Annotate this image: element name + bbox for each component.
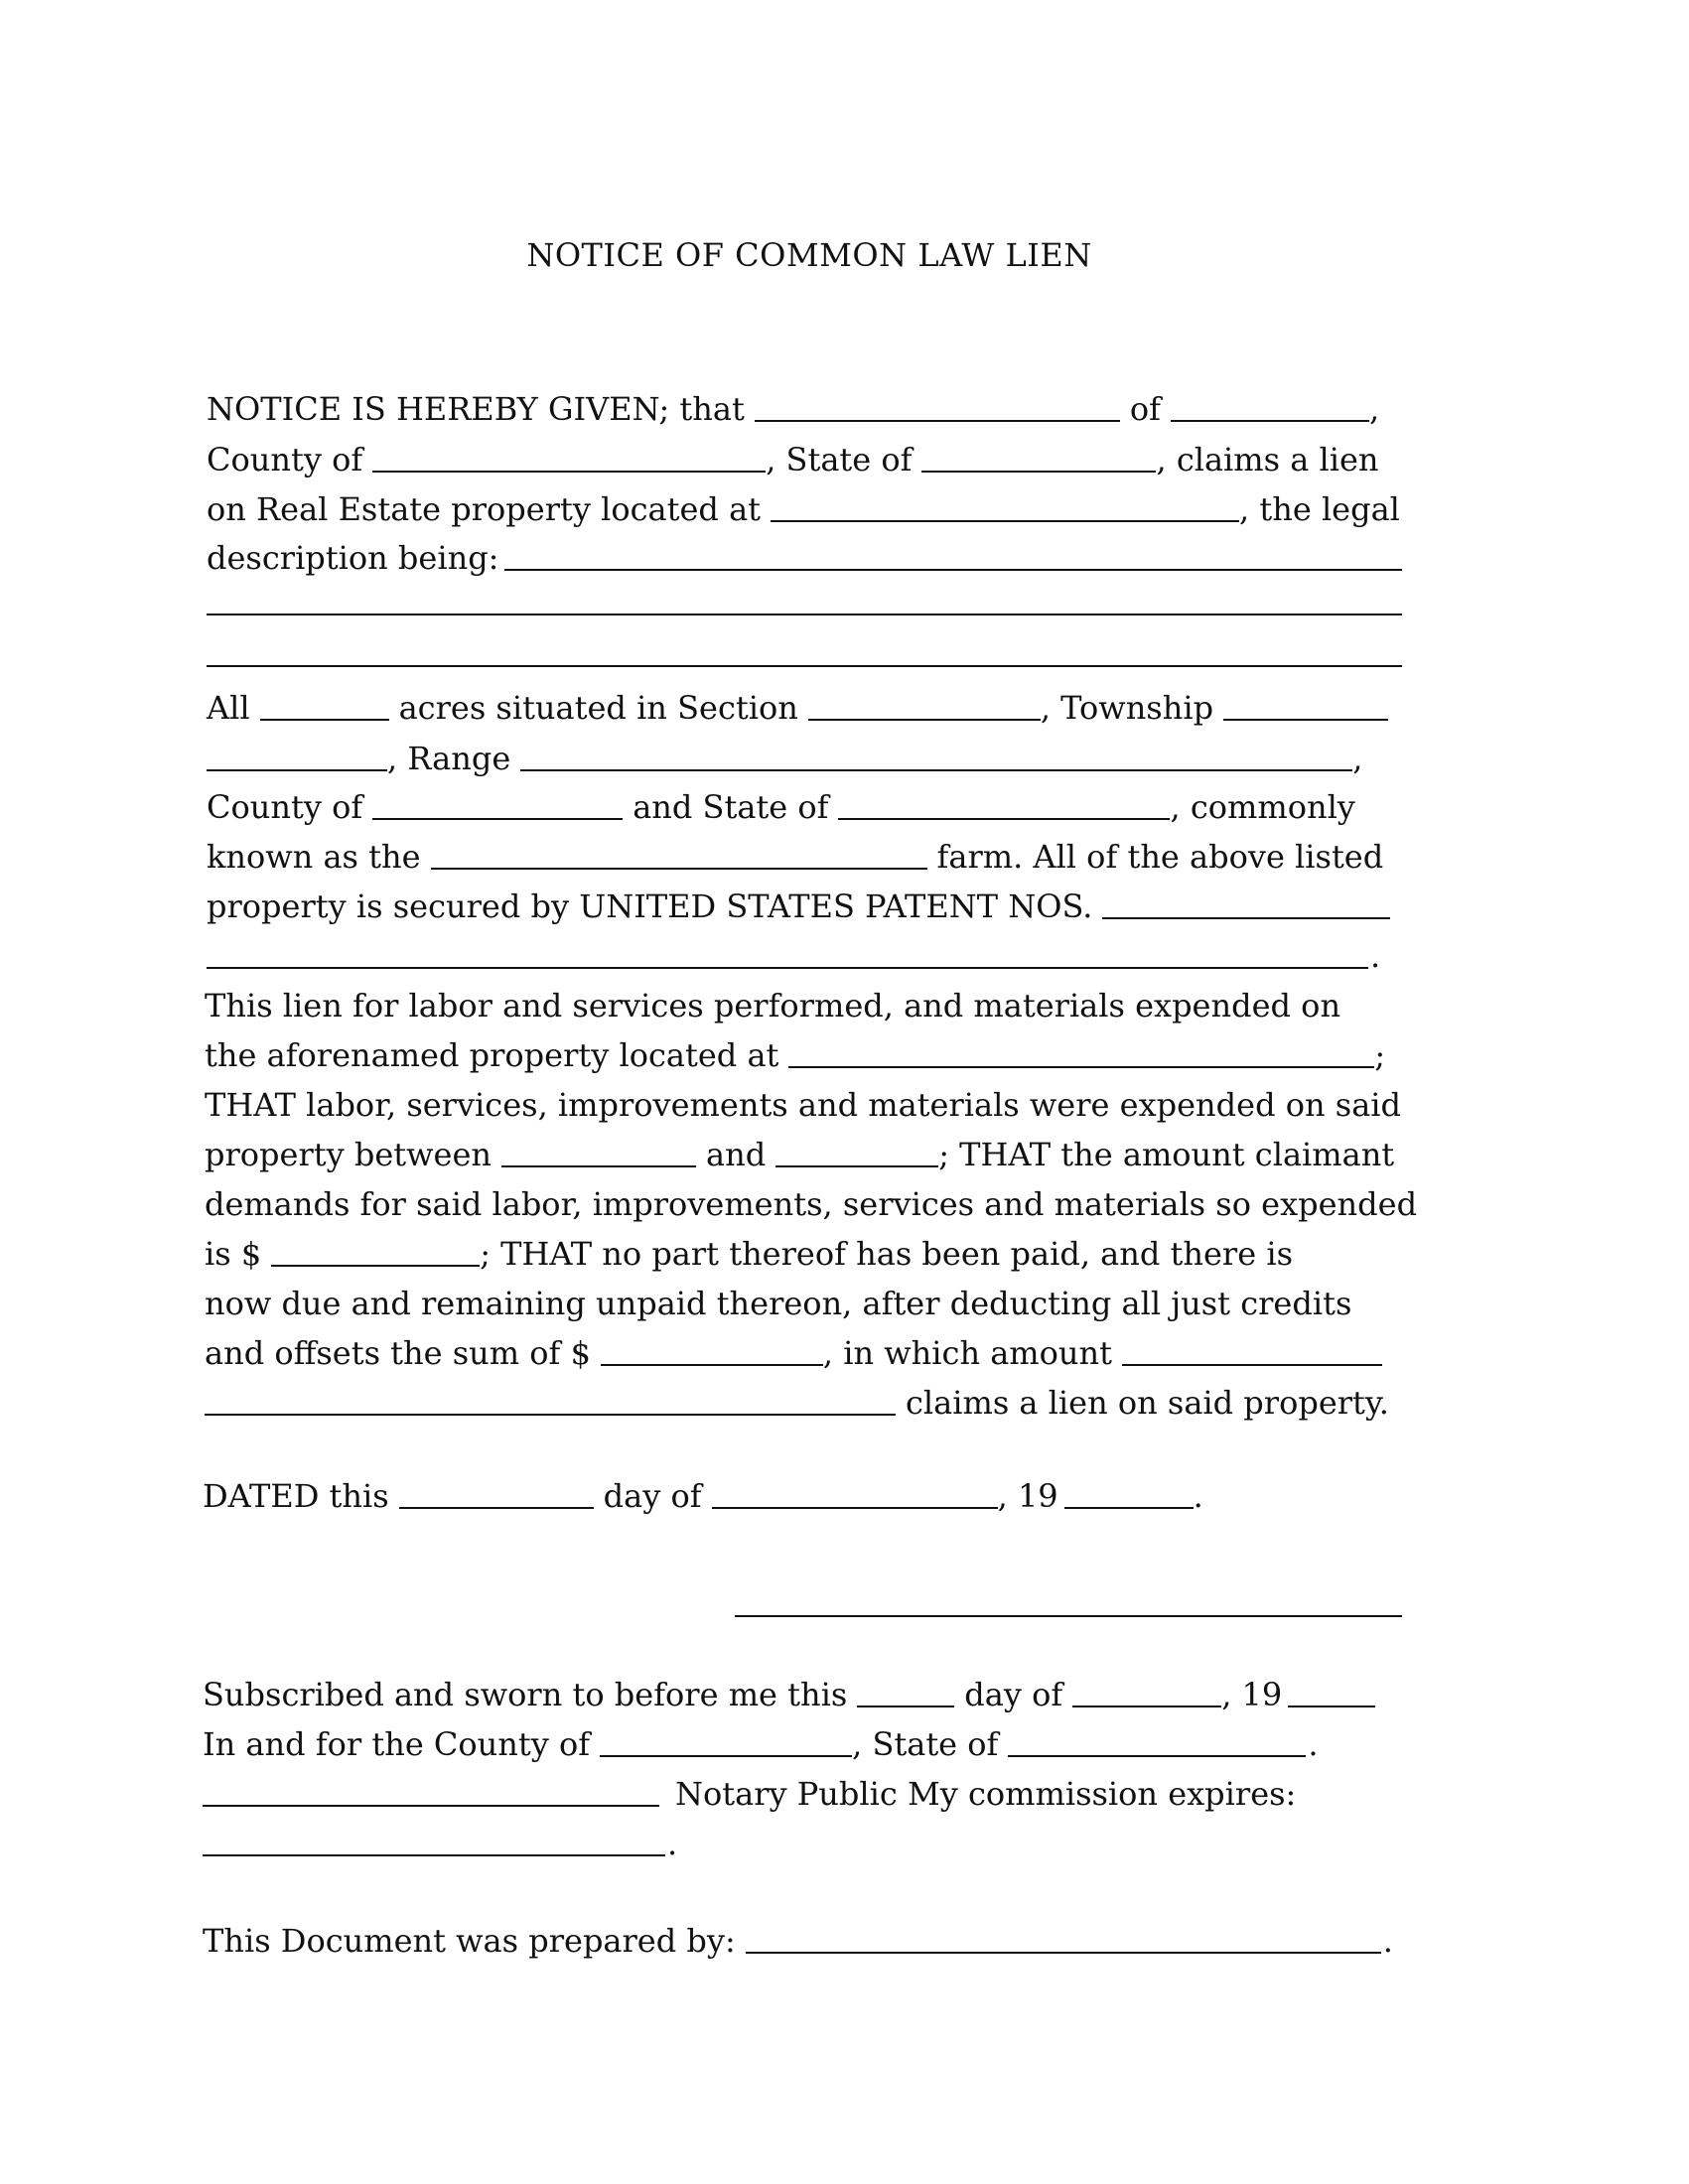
p1-l2-text-b: , State of bbox=[766, 441, 913, 478]
p1-l4-text-a: description being: bbox=[207, 539, 499, 577]
prepared-text-b: . bbox=[1382, 1922, 1393, 1960]
claimant-state-blank[interactable] bbox=[921, 470, 1156, 473]
p1-l2-text-c: , claims a lien bbox=[1156, 441, 1379, 478]
p3-l6-text-b: ; THAT no part thereof has been paid, and there is bbox=[480, 1235, 1293, 1273]
township-blank-continued[interactable] bbox=[207, 768, 387, 771]
p1-l1-text-a: NOTICE IS HEREBY GIVEN; that bbox=[207, 390, 745, 428]
notary-public-blank[interactable] bbox=[203, 1804, 659, 1807]
p2-l2-text-b: , bbox=[1352, 740, 1363, 777]
notary-l1-text-c: , 19 bbox=[1221, 1676, 1283, 1713]
p2-l4-text-b: farm. All of the above listed bbox=[936, 838, 1384, 876]
p3-line-9 bbox=[205, 1376, 1416, 1426]
p3-l4-text-c: ; THAT the amount claimant bbox=[938, 1136, 1395, 1173]
sworn-month-blank[interactable] bbox=[1072, 1705, 1221, 1707]
notary-l1-text-b: day of bbox=[964, 1676, 1063, 1713]
p3-l4-text-b: and bbox=[706, 1136, 767, 1173]
section-blank[interactable] bbox=[808, 718, 1041, 721]
sworn-year-blank[interactable] bbox=[1288, 1705, 1375, 1707]
p3-l3-text: THAT labor, services, improvements and materials were expended on said bbox=[205, 1086, 1401, 1124]
dated-text-a: DATED this bbox=[203, 1477, 389, 1515]
p2-l3-text-a: County of bbox=[207, 788, 363, 826]
p3-l4-text-a: property between bbox=[205, 1136, 493, 1173]
p2-line-1 bbox=[207, 681, 1408, 731]
dated-text-c: , 19 bbox=[997, 1477, 1058, 1515]
dated-month-blank[interactable] bbox=[712, 1506, 998, 1509]
p2-line-2 bbox=[207, 732, 1408, 781]
p1-l1-text-b: of bbox=[1129, 390, 1161, 428]
p1-line-4 bbox=[207, 531, 1408, 581]
legal-description-blank-2[interactable] bbox=[207, 614, 1402, 615]
p3-l9-text-a: claims a lien on said property. bbox=[906, 1384, 1389, 1422]
p2-l1-text-a: All bbox=[207, 689, 250, 727]
legal-description-blank-3[interactable] bbox=[207, 665, 1402, 667]
unpaid-sum-blank[interactable] bbox=[601, 1363, 823, 1366]
notary-line-2 bbox=[203, 1717, 1414, 1767]
p3-l2-text-a: the aforenamed property located at bbox=[205, 1036, 779, 1074]
farm-name-blank[interactable] bbox=[431, 867, 927, 870]
township-blank[interactable] bbox=[1223, 718, 1388, 721]
range-blank[interactable] bbox=[520, 768, 1352, 771]
notary-l3-text-a: Notary Public My commission expires: bbox=[675, 1775, 1297, 1813]
dated-text-d: . bbox=[1193, 1477, 1203, 1515]
acres-blank[interactable] bbox=[260, 718, 389, 721]
p1-line-1 bbox=[207, 382, 1398, 432]
p3-line-3 bbox=[205, 1078, 1416, 1128]
claimant-name-blank[interactable] bbox=[755, 419, 1120, 422]
claimant-city-blank[interactable] bbox=[1171, 419, 1369, 422]
p3-line-7 bbox=[205, 1277, 1416, 1326]
sworn-day-blank[interactable] bbox=[857, 1705, 954, 1707]
p3-line-6 bbox=[205, 1227, 1416, 1277]
notary-line-1 bbox=[203, 1668, 1414, 1717]
p2-line-6 bbox=[207, 929, 1408, 979]
notary-l2-text-b: , State of bbox=[852, 1725, 999, 1763]
notary-l4-text-a: . bbox=[667, 1825, 678, 1862]
notary-county-blank[interactable] bbox=[600, 1754, 852, 1757]
end-date-blank[interactable] bbox=[775, 1164, 938, 1167]
notary-state-blank[interactable] bbox=[1008, 1754, 1306, 1757]
p2-l5-text-a: property is secured by UNITED STATES PATENT NOS. bbox=[207, 887, 1093, 925]
patent-numbers-blank-2[interactable] bbox=[207, 966, 1368, 969]
p3-l5-text: demands for said labor, improvements, services and materials so expended bbox=[205, 1185, 1418, 1223]
p3-line-5 bbox=[205, 1177, 1426, 1227]
prepared-text-a: This Document was prepared by: bbox=[203, 1922, 736, 1960]
dated-year-blank[interactable] bbox=[1064, 1506, 1194, 1509]
signature-line[interactable] bbox=[735, 1615, 1402, 1617]
notary-l2-text-a: In and for the County of bbox=[203, 1725, 591, 1763]
notary-line-3 bbox=[203, 1767, 1414, 1817]
start-date-blank[interactable] bbox=[501, 1164, 696, 1167]
property-state-blank[interactable] bbox=[838, 817, 1170, 820]
property-county-blank[interactable] bbox=[372, 817, 623, 820]
p3-l7-text: now due and remaining unpaid thereon, after deducting all just credits bbox=[205, 1285, 1352, 1322]
p3-line-8 bbox=[205, 1326, 1416, 1376]
claimant-county-blank[interactable] bbox=[372, 470, 766, 473]
p3-l6-text-a: is $ bbox=[205, 1235, 262, 1273]
lien-claimant-blank-1[interactable] bbox=[1122, 1363, 1382, 1366]
p2-l3-text-b: and State of bbox=[633, 788, 829, 826]
p3-line-4 bbox=[205, 1128, 1416, 1177]
p1-l3-text-a: on Real Estate property located at bbox=[207, 490, 762, 528]
p1-l1-text-c: , bbox=[1368, 390, 1380, 428]
property-location-blank[interactable] bbox=[771, 519, 1239, 522]
legal-description-blank-1[interactable] bbox=[504, 568, 1402, 571]
p2-line-3 bbox=[207, 780, 1408, 830]
p2-l3-text-c: , commonly bbox=[1170, 788, 1355, 826]
dated-line bbox=[203, 1469, 1414, 1519]
p2-l1-text-b: acres situated in Section bbox=[398, 689, 798, 727]
p1-l2-text-a: County of bbox=[207, 441, 363, 478]
p2-l2-text-a: , Range bbox=[387, 740, 511, 777]
notary-l2-text-c: . bbox=[1308, 1725, 1319, 1763]
p2-l1-text-c: , Township bbox=[1040, 689, 1214, 727]
p2-line-5 bbox=[207, 880, 1408, 929]
lien-claimant-blank-2[interactable] bbox=[205, 1413, 896, 1416]
p1-line-3 bbox=[207, 482, 1408, 532]
demanded-amount-blank[interactable] bbox=[271, 1264, 480, 1267]
dated-day-blank[interactable] bbox=[399, 1506, 594, 1509]
p2-l6-text-a: . bbox=[1370, 937, 1381, 975]
aforenamed-location-blank[interactable] bbox=[788, 1065, 1374, 1068]
document-title: NOTICE OF COMMON LAW LIEN bbox=[526, 236, 1092, 274]
p3-l2-text-b: ; bbox=[1374, 1036, 1386, 1074]
prepared-by-line bbox=[203, 1914, 1414, 1964]
patent-numbers-blank-1[interactable] bbox=[1102, 916, 1390, 919]
p3-line-1 bbox=[205, 979, 1416, 1028]
p1-line-2 bbox=[207, 433, 1398, 482]
dated-text-b: day of bbox=[603, 1477, 702, 1515]
p2-l4-text-a: known as the bbox=[207, 838, 421, 876]
p3-line-2 bbox=[205, 1028, 1416, 1078]
notary-line-4 bbox=[203, 1817, 1414, 1866]
p3-l1-text: This lien for labor and services performed, and materials expended on bbox=[205, 987, 1341, 1024]
prepared-by-blank[interactable] bbox=[746, 1951, 1381, 1954]
commission-expires-blank[interactable] bbox=[203, 1853, 665, 1856]
p1-l3-text-b: , the legal bbox=[1239, 490, 1400, 528]
notary-l1-text-a: Subscribed and sworn to before me this bbox=[203, 1676, 848, 1713]
p3-l8-text-b: , in which amount bbox=[822, 1334, 1112, 1372]
p2-line-4 bbox=[207, 830, 1408, 880]
p3-l8-text-a: and offsets the sum of $ bbox=[205, 1334, 591, 1372]
